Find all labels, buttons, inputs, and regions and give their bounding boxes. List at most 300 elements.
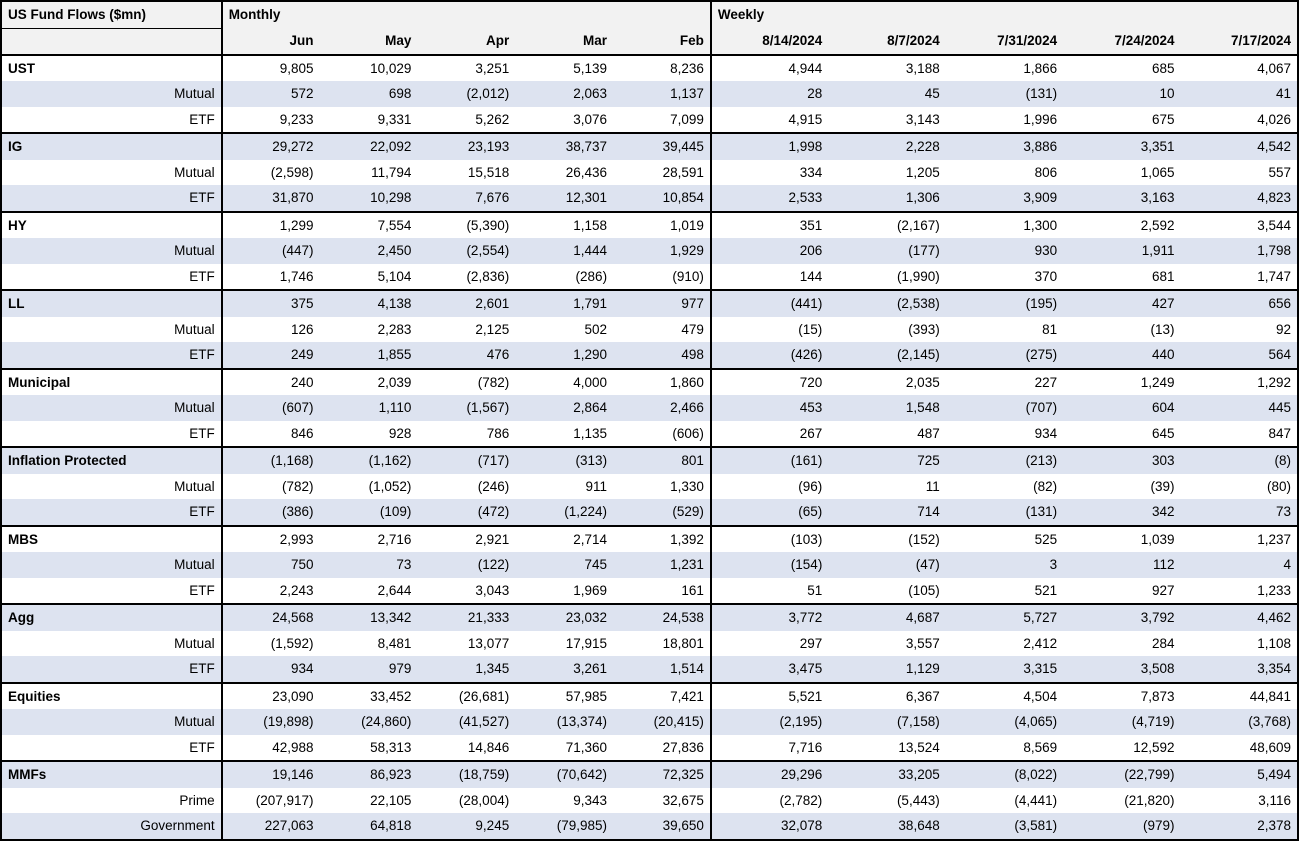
header-spacer — [417, 1, 515, 28]
table-row — [1, 604, 1298, 631]
cell-value: (393) — [828, 317, 945, 343]
cell-value: 786 — [417, 421, 515, 448]
table-row — [1, 264, 1298, 291]
cell-value: 1,969 — [515, 578, 613, 605]
cell-value: 303 — [1063, 447, 1180, 474]
cell-value: 2,450 — [320, 238, 418, 264]
cell-value: 29,272 — [222, 133, 320, 160]
cell-value: 370 — [946, 264, 1063, 291]
cell-value: 3 — [946, 552, 1063, 578]
header-spacer — [828, 1, 945, 28]
cell-value: 39,650 — [613, 813, 711, 840]
cell-value: 3,508 — [1063, 656, 1180, 683]
table-row — [1, 238, 1298, 264]
cell-value: (152) — [828, 526, 945, 553]
cell-value: 12,592 — [1063, 735, 1180, 762]
row-label: Inflation Protected — [1, 447, 222, 474]
cell-value: (122) — [417, 552, 515, 578]
cell-value: (2,167) — [828, 212, 945, 239]
cell-value: 1,392 — [613, 526, 711, 553]
cell-value: 930 — [946, 238, 1063, 264]
table-row — [1, 55, 1298, 82]
cell-value: (19,898) — [222, 709, 320, 735]
cell-value: (1,592) — [222, 631, 320, 657]
cell-value: 1,158 — [515, 212, 613, 239]
table-row — [1, 447, 1298, 474]
cell-value: 2,644 — [320, 578, 418, 605]
cell-value: 1,290 — [515, 342, 613, 369]
cell-value: 5,262 — [417, 107, 515, 134]
cell-value: 502 — [515, 317, 613, 343]
row-label: Mutual — [1, 160, 222, 186]
cell-value: (207,917) — [222, 788, 320, 814]
table-row — [1, 656, 1298, 683]
cell-value: (103) — [711, 526, 828, 553]
cell-value: 8,236 — [613, 55, 711, 82]
cell-value: 72,325 — [613, 761, 711, 788]
cell-value: 479 — [613, 317, 711, 343]
cell-value: (1,052) — [320, 474, 418, 500]
cell-value: 41 — [1181, 81, 1298, 107]
cell-value: 1,855 — [320, 342, 418, 369]
cell-value: (28,004) — [417, 788, 515, 814]
cell-value: 73 — [1181, 499, 1298, 526]
column-header: 7/17/2024 — [1181, 28, 1298, 55]
cell-value: (910) — [613, 264, 711, 291]
cell-value: 44,841 — [1181, 683, 1298, 710]
cell-value: 8,481 — [320, 631, 418, 657]
cell-value: 7,554 — [320, 212, 418, 239]
cell-value: 10,029 — [320, 55, 418, 82]
cell-value: 714 — [828, 499, 945, 526]
cell-value: 22,105 — [320, 788, 418, 814]
cell-value: 5,727 — [946, 604, 1063, 631]
cell-value: 144 — [711, 264, 828, 291]
table-row — [1, 160, 1298, 186]
cell-value: 1,205 — [828, 160, 945, 186]
cell-value: 8,569 — [946, 735, 1063, 762]
cell-value: (4,719) — [1063, 709, 1180, 735]
row-label: IG — [1, 133, 222, 160]
cell-value: 2,714 — [515, 526, 613, 553]
cell-value: 2,378 — [1181, 813, 1298, 840]
column-header: Jun — [222, 28, 320, 55]
cell-value: 927 — [1063, 578, 1180, 605]
cell-value: 801 — [613, 447, 711, 474]
cell-value: 1,444 — [515, 238, 613, 264]
cell-value: 3,315 — [946, 656, 1063, 683]
cell-value: 51 — [711, 578, 828, 605]
cell-value: (13,374) — [515, 709, 613, 735]
cell-value: (782) — [417, 369, 515, 396]
cell-value: 5,104 — [320, 264, 418, 291]
cell-value: 126 — [222, 317, 320, 343]
cell-value: 10,298 — [320, 185, 418, 212]
cell-value: 1,860 — [613, 369, 711, 396]
cell-value: 11,794 — [320, 160, 418, 186]
cell-value: (2,782) — [711, 788, 828, 814]
cell-value: (13) — [1063, 317, 1180, 343]
cell-value: 57,985 — [515, 683, 613, 710]
row-label: ETF — [1, 578, 222, 605]
cell-value: 476 — [417, 342, 515, 369]
cell-value: 1,798 — [1181, 238, 1298, 264]
cell-value: 1,911 — [1063, 238, 1180, 264]
cell-value: 1,292 — [1181, 369, 1298, 396]
cell-value: 5,494 — [1181, 761, 1298, 788]
column-header: 8/7/2024 — [828, 28, 945, 55]
cell-value: (177) — [828, 238, 945, 264]
cell-value: 19,146 — [222, 761, 320, 788]
cell-value: 2,035 — [828, 369, 945, 396]
cell-value: 3,475 — [711, 656, 828, 683]
cell-value: 4,026 — [1181, 107, 1298, 134]
row-label: MBS — [1, 526, 222, 553]
cell-value: (213) — [946, 447, 1063, 474]
cell-value: 7,873 — [1063, 683, 1180, 710]
row-label: Mutual — [1, 238, 222, 264]
cell-value: 525 — [946, 526, 1063, 553]
cell-value: 3,143 — [828, 107, 945, 134]
cell-value: 3,251 — [417, 55, 515, 82]
cell-value: 2,039 — [320, 369, 418, 396]
cell-value: 92 — [1181, 317, 1298, 343]
table-row — [1, 317, 1298, 343]
cell-value: 71,360 — [515, 735, 613, 762]
table-row — [1, 578, 1298, 605]
cell-value: 1,300 — [946, 212, 1063, 239]
cell-value: 3,116 — [1181, 788, 1298, 814]
cell-value: 3,909 — [946, 185, 1063, 212]
cell-value: (2,538) — [828, 290, 945, 317]
cell-value: 3,076 — [515, 107, 613, 134]
cell-value: 656 — [1181, 290, 1298, 317]
cell-value: (5,390) — [417, 212, 515, 239]
cell-value: 1,135 — [515, 421, 613, 448]
cell-value: 1,237 — [1181, 526, 1298, 553]
cell-value: 2,412 — [946, 631, 1063, 657]
cell-value: 3,557 — [828, 631, 945, 657]
cell-value: (2,836) — [417, 264, 515, 291]
cell-value: 645 — [1063, 421, 1180, 448]
cell-value: 2,601 — [417, 290, 515, 317]
cell-value: 33,452 — [320, 683, 418, 710]
cell-value: 13,524 — [828, 735, 945, 762]
cell-value: 4 — [1181, 552, 1298, 578]
cell-value: 1,065 — [1063, 160, 1180, 186]
header-spacer — [515, 1, 613, 28]
cell-value: (1,168) — [222, 447, 320, 474]
cell-value: 3,351 — [1063, 133, 1180, 160]
cell-value: 297 — [711, 631, 828, 657]
cell-value: 7,676 — [417, 185, 515, 212]
cell-value: 2,125 — [417, 317, 515, 343]
table-row — [1, 474, 1298, 500]
cell-value: 42,988 — [222, 735, 320, 762]
table-row — [1, 709, 1298, 735]
cell-value: (82) — [946, 474, 1063, 500]
cell-value: 604 — [1063, 395, 1180, 421]
row-label: ETF — [1, 499, 222, 526]
cell-value: (2,145) — [828, 342, 945, 369]
cell-value: 445 — [1181, 395, 1298, 421]
row-label: LL — [1, 290, 222, 317]
header-spacer — [613, 1, 711, 28]
header-column-row — [1, 28, 1298, 55]
cell-value: (20,415) — [613, 709, 711, 735]
row-label: Prime — [1, 788, 222, 814]
row-label: Mutual — [1, 317, 222, 343]
cell-value: 2,243 — [222, 578, 320, 605]
cell-value: 911 — [515, 474, 613, 500]
cell-value: 3,043 — [417, 578, 515, 605]
cell-value: 2,533 — [711, 185, 828, 212]
cell-value: 1,514 — [613, 656, 711, 683]
cell-value: 39,445 — [613, 133, 711, 160]
cell-value: 557 — [1181, 160, 1298, 186]
cell-value: 4,915 — [711, 107, 828, 134]
cell-value: 267 — [711, 421, 828, 448]
cell-value: 1,996 — [946, 107, 1063, 134]
cell-value: 3,792 — [1063, 604, 1180, 631]
cell-value: 498 — [613, 342, 711, 369]
cell-value: 38,737 — [515, 133, 613, 160]
cell-value: 4,067 — [1181, 55, 1298, 82]
column-header: May — [320, 28, 418, 55]
row-label: MMFs — [1, 761, 222, 788]
cell-value: 206 — [711, 238, 828, 264]
cell-value: 521 — [946, 578, 1063, 605]
cell-value: (80) — [1181, 474, 1298, 500]
cell-value: 750 — [222, 552, 320, 578]
cell-value: 48,609 — [1181, 735, 1298, 762]
cell-value: 487 — [828, 421, 945, 448]
header-spacer — [946, 1, 1063, 28]
cell-value: 81 — [946, 317, 1063, 343]
table-row — [1, 395, 1298, 421]
cell-value: 3,544 — [1181, 212, 1298, 239]
cell-value: (441) — [711, 290, 828, 317]
table-row — [1, 631, 1298, 657]
cell-value: 847 — [1181, 421, 1298, 448]
cell-value: 9,343 — [515, 788, 613, 814]
column-header: Mar — [515, 28, 613, 55]
cell-value: 1,039 — [1063, 526, 1180, 553]
table-row — [1, 369, 1298, 396]
cell-value: 1,249 — [1063, 369, 1180, 396]
cell-value: (26,681) — [417, 683, 515, 710]
cell-value: (529) — [613, 499, 711, 526]
cell-value: (386) — [222, 499, 320, 526]
cell-value: 572 — [222, 81, 320, 107]
cell-value: (717) — [417, 447, 515, 474]
cell-value: 10,854 — [613, 185, 711, 212]
cell-value: (782) — [222, 474, 320, 500]
cell-value: 249 — [222, 342, 320, 369]
cell-value: 2,864 — [515, 395, 613, 421]
cell-value: 681 — [1063, 264, 1180, 291]
row-label: Mutual — [1, 81, 222, 107]
cell-value: 112 — [1063, 552, 1180, 578]
cell-value: 1,746 — [222, 264, 320, 291]
row-label: ETF — [1, 107, 222, 134]
row-label: HY — [1, 212, 222, 239]
cell-value: 2,466 — [613, 395, 711, 421]
header-spacer — [1063, 1, 1180, 28]
cell-value: 3,886 — [946, 133, 1063, 160]
cell-value: 4,462 — [1181, 604, 1298, 631]
cell-value: 38,648 — [828, 813, 945, 840]
cell-value: (96) — [711, 474, 828, 500]
cell-value: 2,228 — [828, 133, 945, 160]
cell-value: (246) — [417, 474, 515, 500]
column-header: Feb — [613, 28, 711, 55]
cell-value: 2,921 — [417, 526, 515, 553]
cell-value: (1,990) — [828, 264, 945, 291]
table-row — [1, 81, 1298, 107]
cell-value: 3,354 — [1181, 656, 1298, 683]
cell-value: 453 — [711, 395, 828, 421]
cell-value: (5,443) — [828, 788, 945, 814]
cell-value: (447) — [222, 238, 320, 264]
cell-value: 934 — [222, 656, 320, 683]
cell-value: 21,333 — [417, 604, 515, 631]
cell-value: (65) — [711, 499, 828, 526]
row-label: Mutual — [1, 631, 222, 657]
cell-value: (4,065) — [946, 709, 1063, 735]
cell-value: (7,158) — [828, 709, 945, 735]
group-label-0: Monthly — [222, 1, 320, 28]
row-label: Mutual — [1, 474, 222, 500]
table-row — [1, 813, 1298, 840]
cell-value: (3,768) — [1181, 709, 1298, 735]
cell-value: 9,805 — [222, 55, 320, 82]
cell-value: 28,591 — [613, 160, 711, 186]
header-group-row — [1, 1, 1298, 28]
cell-value: 4,504 — [946, 683, 1063, 710]
cell-value: (1,567) — [417, 395, 515, 421]
cell-value: (275) — [946, 342, 1063, 369]
table-row — [1, 735, 1298, 762]
header-corner — [1, 28, 222, 55]
table-row — [1, 133, 1298, 160]
cell-value: 22,092 — [320, 133, 418, 160]
header-spacer — [320, 1, 418, 28]
cell-value: (979) — [1063, 813, 1180, 840]
cell-value: 806 — [946, 160, 1063, 186]
cell-value: 440 — [1063, 342, 1180, 369]
cell-value: 1,108 — [1181, 631, 1298, 657]
cell-value: (2,195) — [711, 709, 828, 735]
cell-value: 846 — [222, 421, 320, 448]
cell-value: 1,233 — [1181, 578, 1298, 605]
cell-value: (472) — [417, 499, 515, 526]
table-row — [1, 212, 1298, 239]
cell-value: 351 — [711, 212, 828, 239]
cell-value: 27,836 — [613, 735, 711, 762]
cell-value: 14,846 — [417, 735, 515, 762]
cell-value: 1,791 — [515, 290, 613, 317]
cell-value: 45 — [828, 81, 945, 107]
row-label: Mutual — [1, 709, 222, 735]
cell-value: (105) — [828, 578, 945, 605]
cell-value: 3,163 — [1063, 185, 1180, 212]
cell-value: 9,245 — [417, 813, 515, 840]
cell-value: (22,799) — [1063, 761, 1180, 788]
cell-value: 64,818 — [320, 813, 418, 840]
cell-value: 4,138 — [320, 290, 418, 317]
cell-value: (286) — [515, 264, 613, 291]
cell-value: (70,642) — [515, 761, 613, 788]
cell-value: 977 — [613, 290, 711, 317]
table-title: US Fund Flows ($mn) — [1, 1, 222, 28]
table-row — [1, 526, 1298, 553]
row-label: Municipal — [1, 369, 222, 396]
cell-value: 227,063 — [222, 813, 320, 840]
cell-value: 725 — [828, 447, 945, 474]
cell-value: 334 — [711, 160, 828, 186]
row-label: UST — [1, 55, 222, 82]
cell-value: 1,330 — [613, 474, 711, 500]
cell-value: (131) — [946, 81, 1063, 107]
cell-value: (24,860) — [320, 709, 418, 735]
cell-value: (8) — [1181, 447, 1298, 474]
cell-value: 2,993 — [222, 526, 320, 553]
cell-value: 23,193 — [417, 133, 515, 160]
cell-value: 9,233 — [222, 107, 320, 134]
cell-value: (131) — [946, 499, 1063, 526]
cell-value: 3,261 — [515, 656, 613, 683]
row-label: Mutual — [1, 552, 222, 578]
cell-value: 284 — [1063, 631, 1180, 657]
cell-value: 24,538 — [613, 604, 711, 631]
cell-value: 4,823 — [1181, 185, 1298, 212]
cell-value: (707) — [946, 395, 1063, 421]
cell-value: (109) — [320, 499, 418, 526]
row-label: ETF — [1, 264, 222, 291]
cell-value: 675 — [1063, 107, 1180, 134]
cell-value: 227 — [946, 369, 1063, 396]
row-label: Government — [1, 813, 222, 840]
cell-value: 1,110 — [320, 395, 418, 421]
row-label: ETF — [1, 656, 222, 683]
row-label: ETF — [1, 185, 222, 212]
cell-value: 7,716 — [711, 735, 828, 762]
cell-value: 745 — [515, 552, 613, 578]
cell-value: 23,032 — [515, 604, 613, 631]
cell-value: (41,527) — [417, 709, 515, 735]
cell-value: 5,521 — [711, 683, 828, 710]
cell-value: 1,137 — [613, 81, 711, 107]
cell-value: (47) — [828, 552, 945, 578]
cell-value: 1,929 — [613, 238, 711, 264]
cell-value: 86,923 — [320, 761, 418, 788]
row-label: ETF — [1, 342, 222, 369]
cell-value: 4,944 — [711, 55, 828, 82]
cell-value: (2,598) — [222, 160, 320, 186]
table-row — [1, 499, 1298, 526]
row-label: Agg — [1, 604, 222, 631]
cell-value: (313) — [515, 447, 613, 474]
table-row — [1, 788, 1298, 814]
table-row — [1, 342, 1298, 369]
cell-value: 1,019 — [613, 212, 711, 239]
table-row — [1, 552, 1298, 578]
cell-value: 12,301 — [515, 185, 613, 212]
cell-value: 17,915 — [515, 631, 613, 657]
cell-value: 1,231 — [613, 552, 711, 578]
cell-value: 2,592 — [1063, 212, 1180, 239]
